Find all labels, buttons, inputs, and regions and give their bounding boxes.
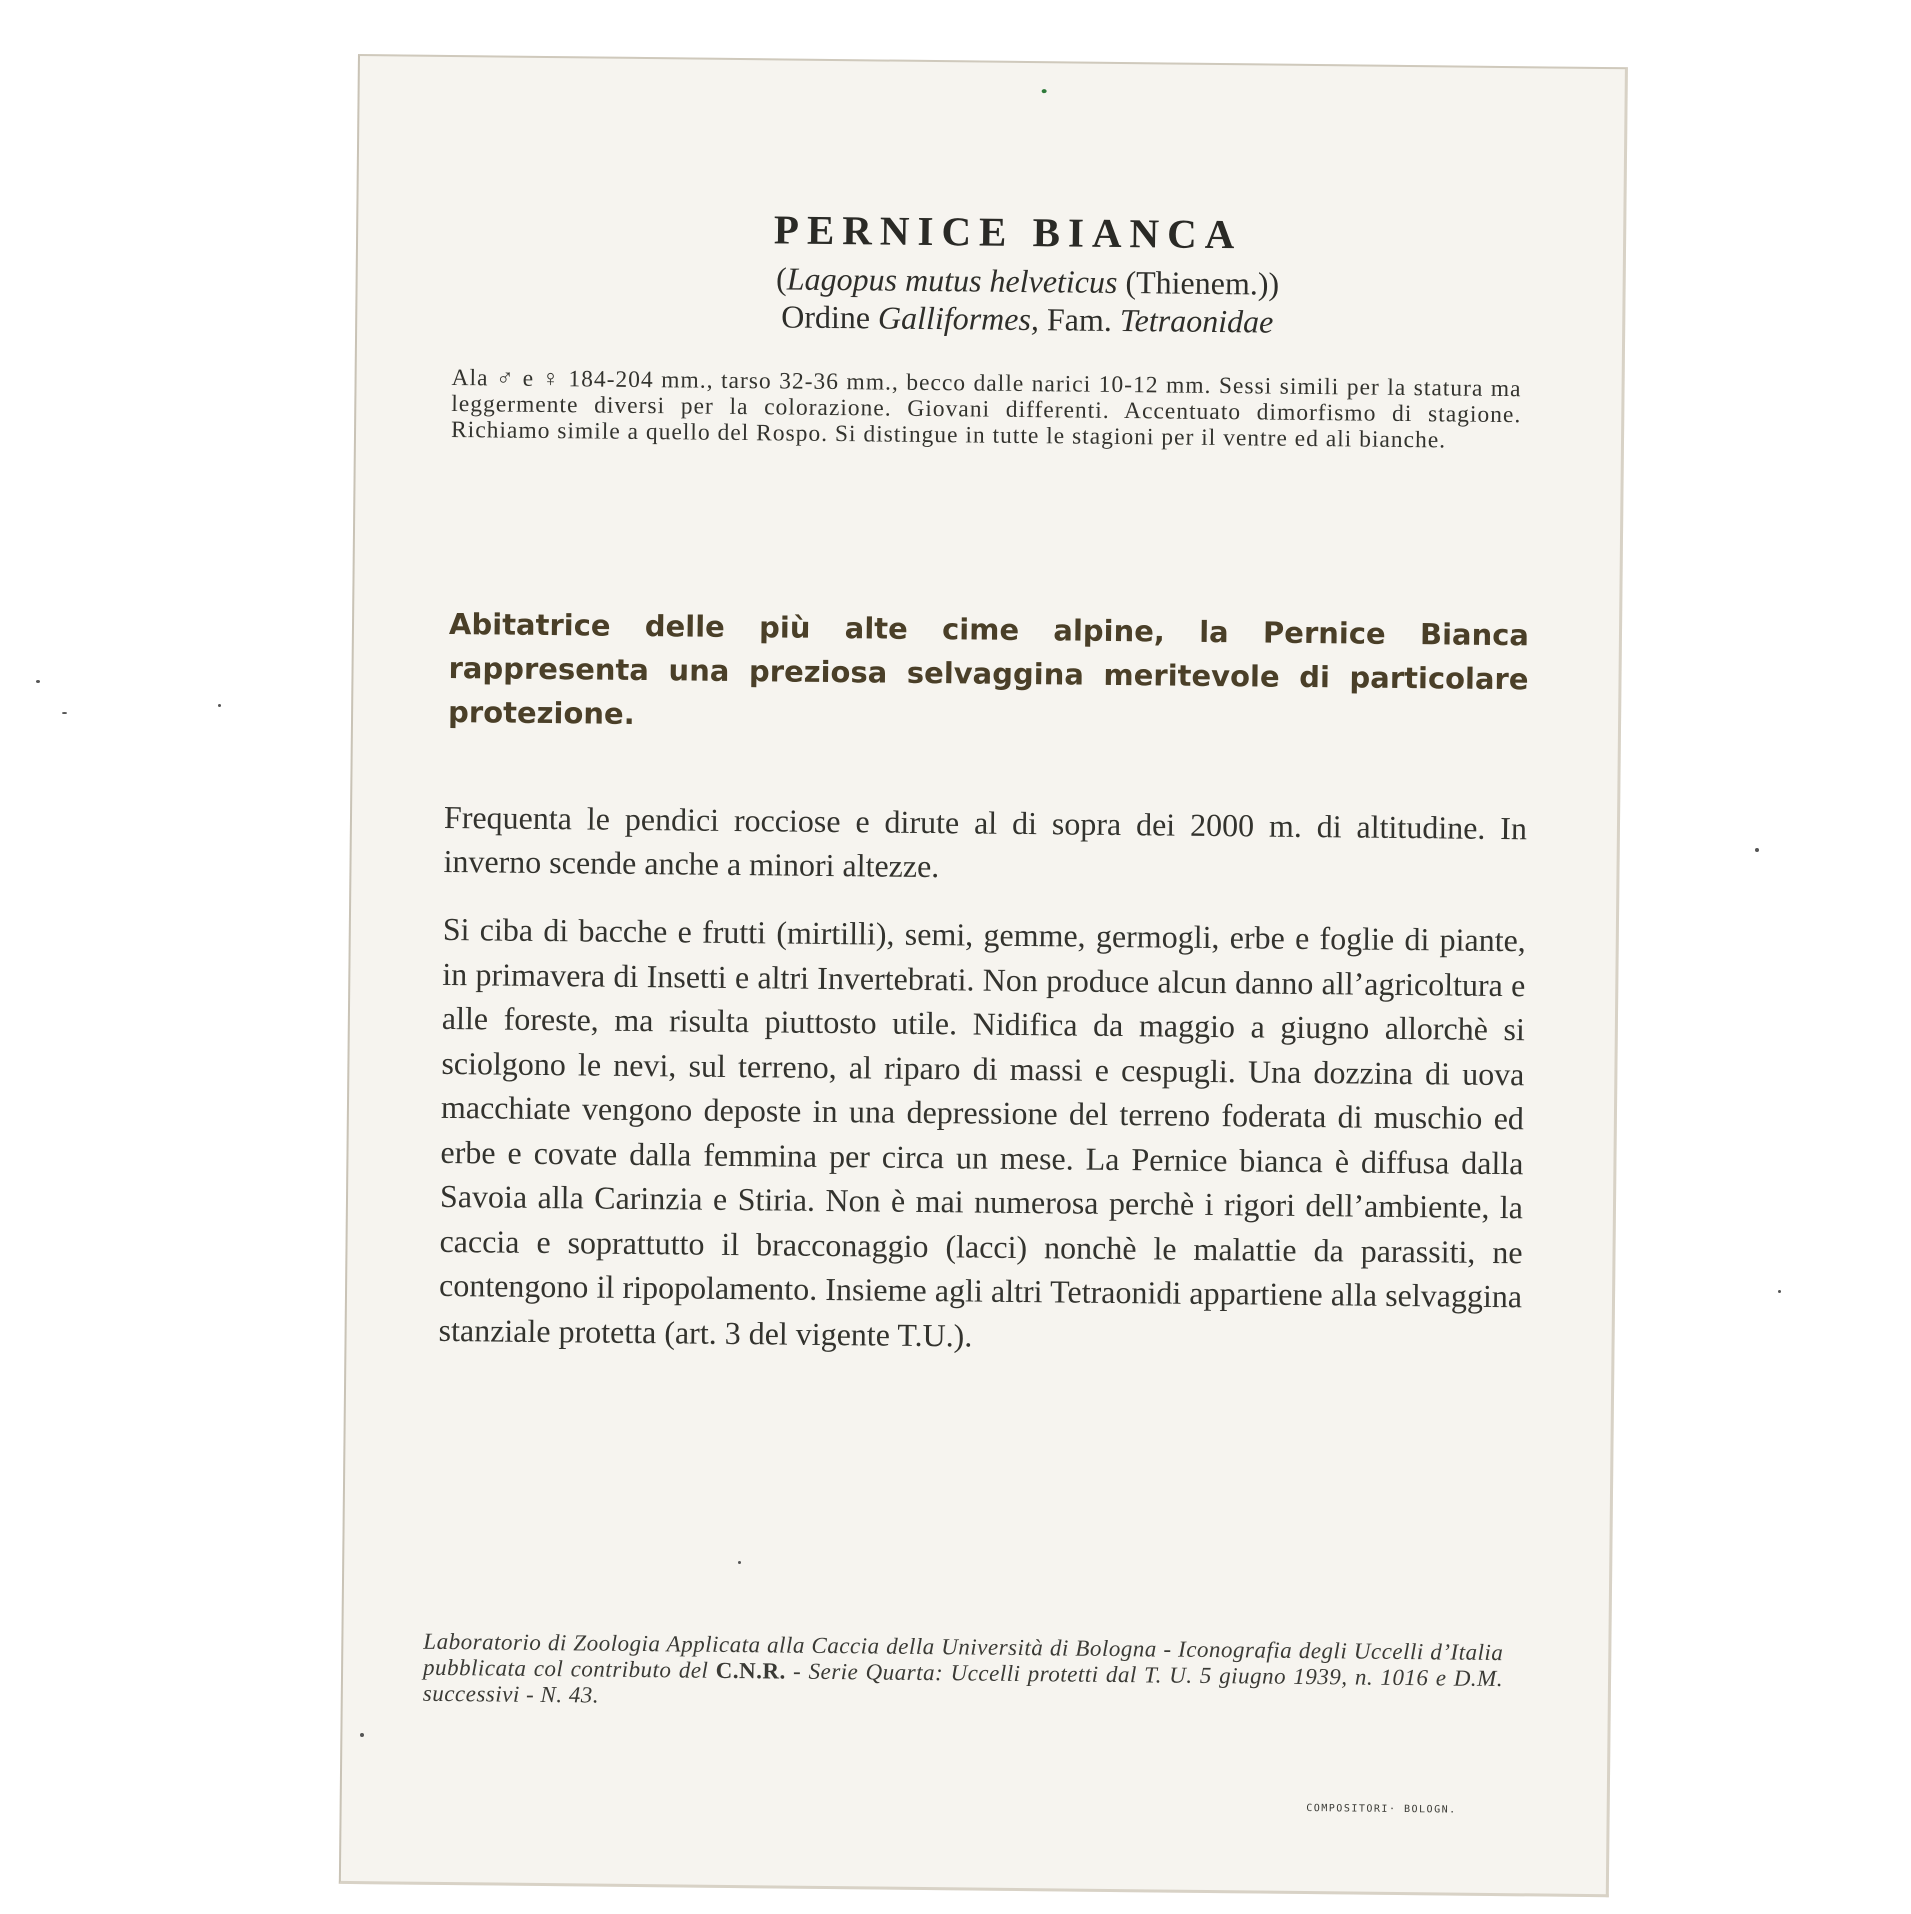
dust-speck <box>1755 848 1759 852</box>
dust-speck <box>738 1561 741 1564</box>
species-title: PERNICE BIANCA <box>773 206 1243 258</box>
dust-speck <box>1778 1290 1781 1293</box>
description-paragraph: Si ciba di bacche e frutti (mirtilli), semi, gemme, germogli, erbe e foglie di piante, in primavera di Insetti e altri Invertebrati. Non produce alcun danno all’agricoltura e alle foreste, ma risulta piuttosto utile. Nidifica da maggio a giugno allorchè si sciolgono le nevi, sul terreno, al riparo di massi e cespugli. Una dozzina di uova macchiate vengono deposte in una depressione del terreno foderata di muschio ed erbe e covate dalla femmina per circa un mese. La Pernice bianca è diffusa dalla Savoia alla Carinzia e Stiria. Non è mai numerosa perchè i rigori dell’ambiente, la caccia e soprattutto il bracconaggio (lacci) nonchè le malattie da parassiti, ne contengono il ripopolamento. Insieme agli altri Tetraonidi appartiene alla selvaggina stanziale protetta (art. 3 del vigente T.U.). <box>438 910 1526 1354</box>
dust-speck <box>218 704 221 707</box>
scientific-name-author: (Thienem.)) <box>1117 263 1280 302</box>
printer-imprint: COMPOSITORI· BOLOGN. <box>1306 1803 1457 1816</box>
dust-speck <box>36 680 40 683</box>
green-ink-speck <box>1042 89 1047 93</box>
lead-paragraph: Abitatrice delle più alte cime alpine, la Pernice Bianca rappresenta una preziosa selvaggina meritevole di particolare protezione. <box>447 606 1530 731</box>
publication-credit <box>423 1629 1504 1718</box>
scientific-name-species: Lagopus mutus helveticus <box>786 260 1118 300</box>
family-label: Fam. <box>1038 301 1121 338</box>
cnr-abbreviation: C.N.R. <box>715 1657 786 1684</box>
order-label: Ordine <box>781 298 879 336</box>
dust-speck <box>360 1733 364 1737</box>
family-name: Tetraonidae <box>1119 301 1274 340</box>
habitat-paragraph: Frequenta le pendici rocciose e dirute al di sopra dei 2000 m. di altitudine. In inverno scende anche a minori altezze. <box>443 798 1528 885</box>
credit-text-before: Laboratorio di Zoologia Applicata alla Caccia della Università di Bologna - Iconografia degli Uccelli d’Italia pubblicata col contributo del <box>422 1628 1504 1683</box>
postcard-back <box>339 54 1628 1897</box>
credit-text-after: - Serie Quarta: Uccelli protetti dal T. U. 5 giugno 1939, n. 1016 e D.M. successivi - N. 43. <box>422 1658 1504 1708</box>
measurements-paragraph: Ala ♂ e ♀ 184-204 mm., tarso 32-36 mm., becco dalle narici 10-12 mm. Sessi simili per la statura ma leggermente diversi per la colorazione. Giovani differenti. Accentuato dimorfismo di stagione. Richiamo simile a quello del Rospo. Si distingue in tutte le stagioni per il ventre ed ali bianche. <box>450 364 1522 454</box>
scientific-name-open: ( <box>775 260 788 297</box>
order-name: Galliformes, <box>877 299 1040 338</box>
dust-speck <box>62 712 67 714</box>
